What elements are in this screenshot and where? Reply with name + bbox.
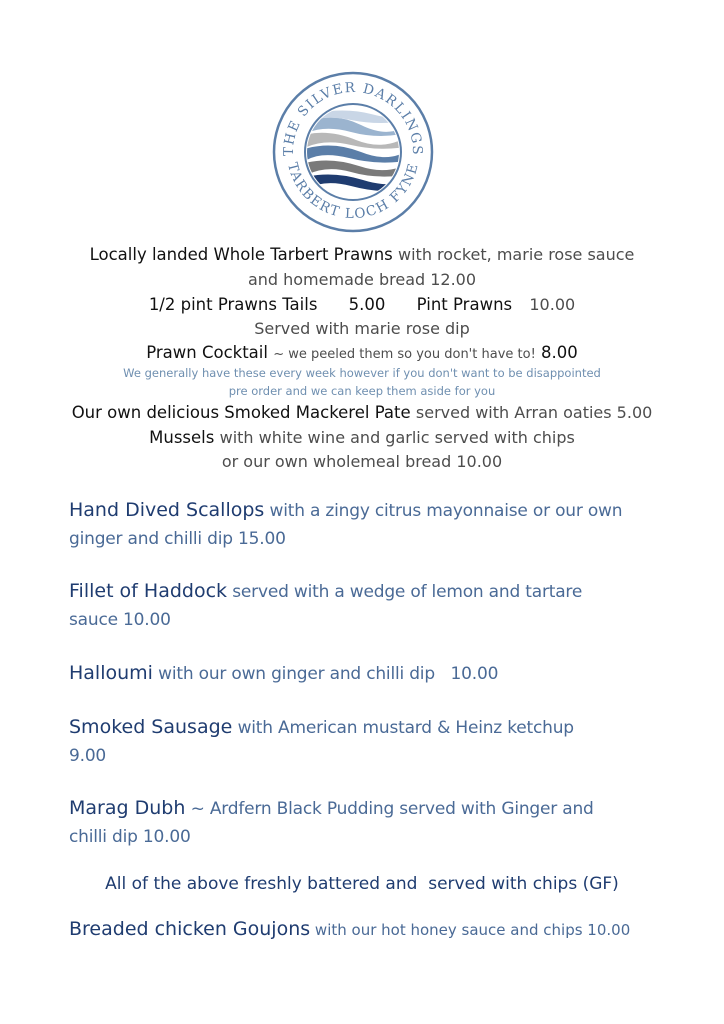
item-desc: ~ we peeled them so you don't have to! xyxy=(273,347,536,362)
item-name: Hand Dived Scallops xyxy=(69,499,265,521)
menu-item-haddock xyxy=(69,578,669,634)
item-desc: with a zingy citrus mayonnaise or our own xyxy=(264,501,623,521)
menu-item-goujons xyxy=(69,916,669,944)
item-desc: with rocket, marie rose sauce xyxy=(398,245,635,264)
item-desc: sauce 10.00 xyxy=(69,610,171,630)
whole-prawns-line-2 xyxy=(0,269,724,291)
menu-item-halloumi xyxy=(69,660,669,688)
item-price: 5.00 xyxy=(348,295,386,314)
item-desc: with American mustard & Heinz ketchup xyxy=(232,718,574,738)
item-price: 10.00 xyxy=(529,295,576,314)
item-name: Our own delicious Smoked Mackerel Pate xyxy=(71,403,411,422)
battered-footer-note: All of the above freshly battered and served with chips (GF) xyxy=(105,874,619,894)
prawn-note-2: pre order and we can keep them aside for you xyxy=(228,384,496,398)
item-name: 1/2 pint Prawns Tails xyxy=(148,295,318,314)
item-name: Halloumi xyxy=(69,662,153,684)
menu-item-sausage xyxy=(69,714,669,770)
mussels-line xyxy=(0,427,724,449)
item-name: Mussels xyxy=(149,428,215,447)
prawn-cocktail-line xyxy=(0,342,724,366)
item-desc: chilli dip 10.00 xyxy=(69,827,191,847)
prawn-note-1: We generally have these every week however if you don't want to be disappointed xyxy=(123,366,601,380)
item-name: Smoked Sausage xyxy=(69,716,233,738)
item-name: Breaded chicken Goujons xyxy=(69,918,311,940)
item-desc: served with a wedge of lemon and tartare xyxy=(227,582,583,602)
item-desc: 9.00 xyxy=(69,746,107,766)
item-desc: and homemade bread 12.00 xyxy=(247,270,477,289)
item-desc: ~ Ardfern Black Pudding served with Ginger and xyxy=(185,799,594,819)
prawn-tails-line xyxy=(0,294,724,316)
mussels-line-2 xyxy=(0,451,724,473)
item-name: Fillet of Haddock xyxy=(69,580,228,602)
menu-item-marag-dubh xyxy=(69,795,669,851)
item-name: Pint Prawns xyxy=(416,295,513,314)
marie-rose-line xyxy=(0,318,724,340)
silver-darlings-logo xyxy=(271,70,435,234)
item-name: Prawn Cocktail xyxy=(146,343,268,362)
item-desc: Served with marie rose dip xyxy=(254,319,470,338)
item-desc: with our hot honey sauce and chips 10.00 xyxy=(310,921,631,939)
menu-item-scallops xyxy=(69,497,669,553)
item-desc: with our own ginger and chilli dip 10.00 xyxy=(152,664,499,684)
item-desc: or our own wholemeal bread 10.00 xyxy=(221,452,503,471)
item-price: 8.00 xyxy=(541,343,578,362)
item-desc: served with Arran oaties 5.00 xyxy=(415,403,653,422)
logo-top-text: THE SILVER DARLINGS xyxy=(280,79,426,157)
item-name: Marag Dubh xyxy=(69,797,186,819)
item-desc: with white wine and garlic served with chips xyxy=(219,428,575,447)
item-name: Locally landed Whole Tarbert Prawns xyxy=(89,245,393,264)
mackerel-line xyxy=(0,402,724,424)
item-desc: ginger and chilli dip 15.00 xyxy=(69,529,286,549)
whole-prawns-line xyxy=(0,244,724,266)
logo-bottom-text: TARBERT LOCH FYNE xyxy=(284,160,423,223)
